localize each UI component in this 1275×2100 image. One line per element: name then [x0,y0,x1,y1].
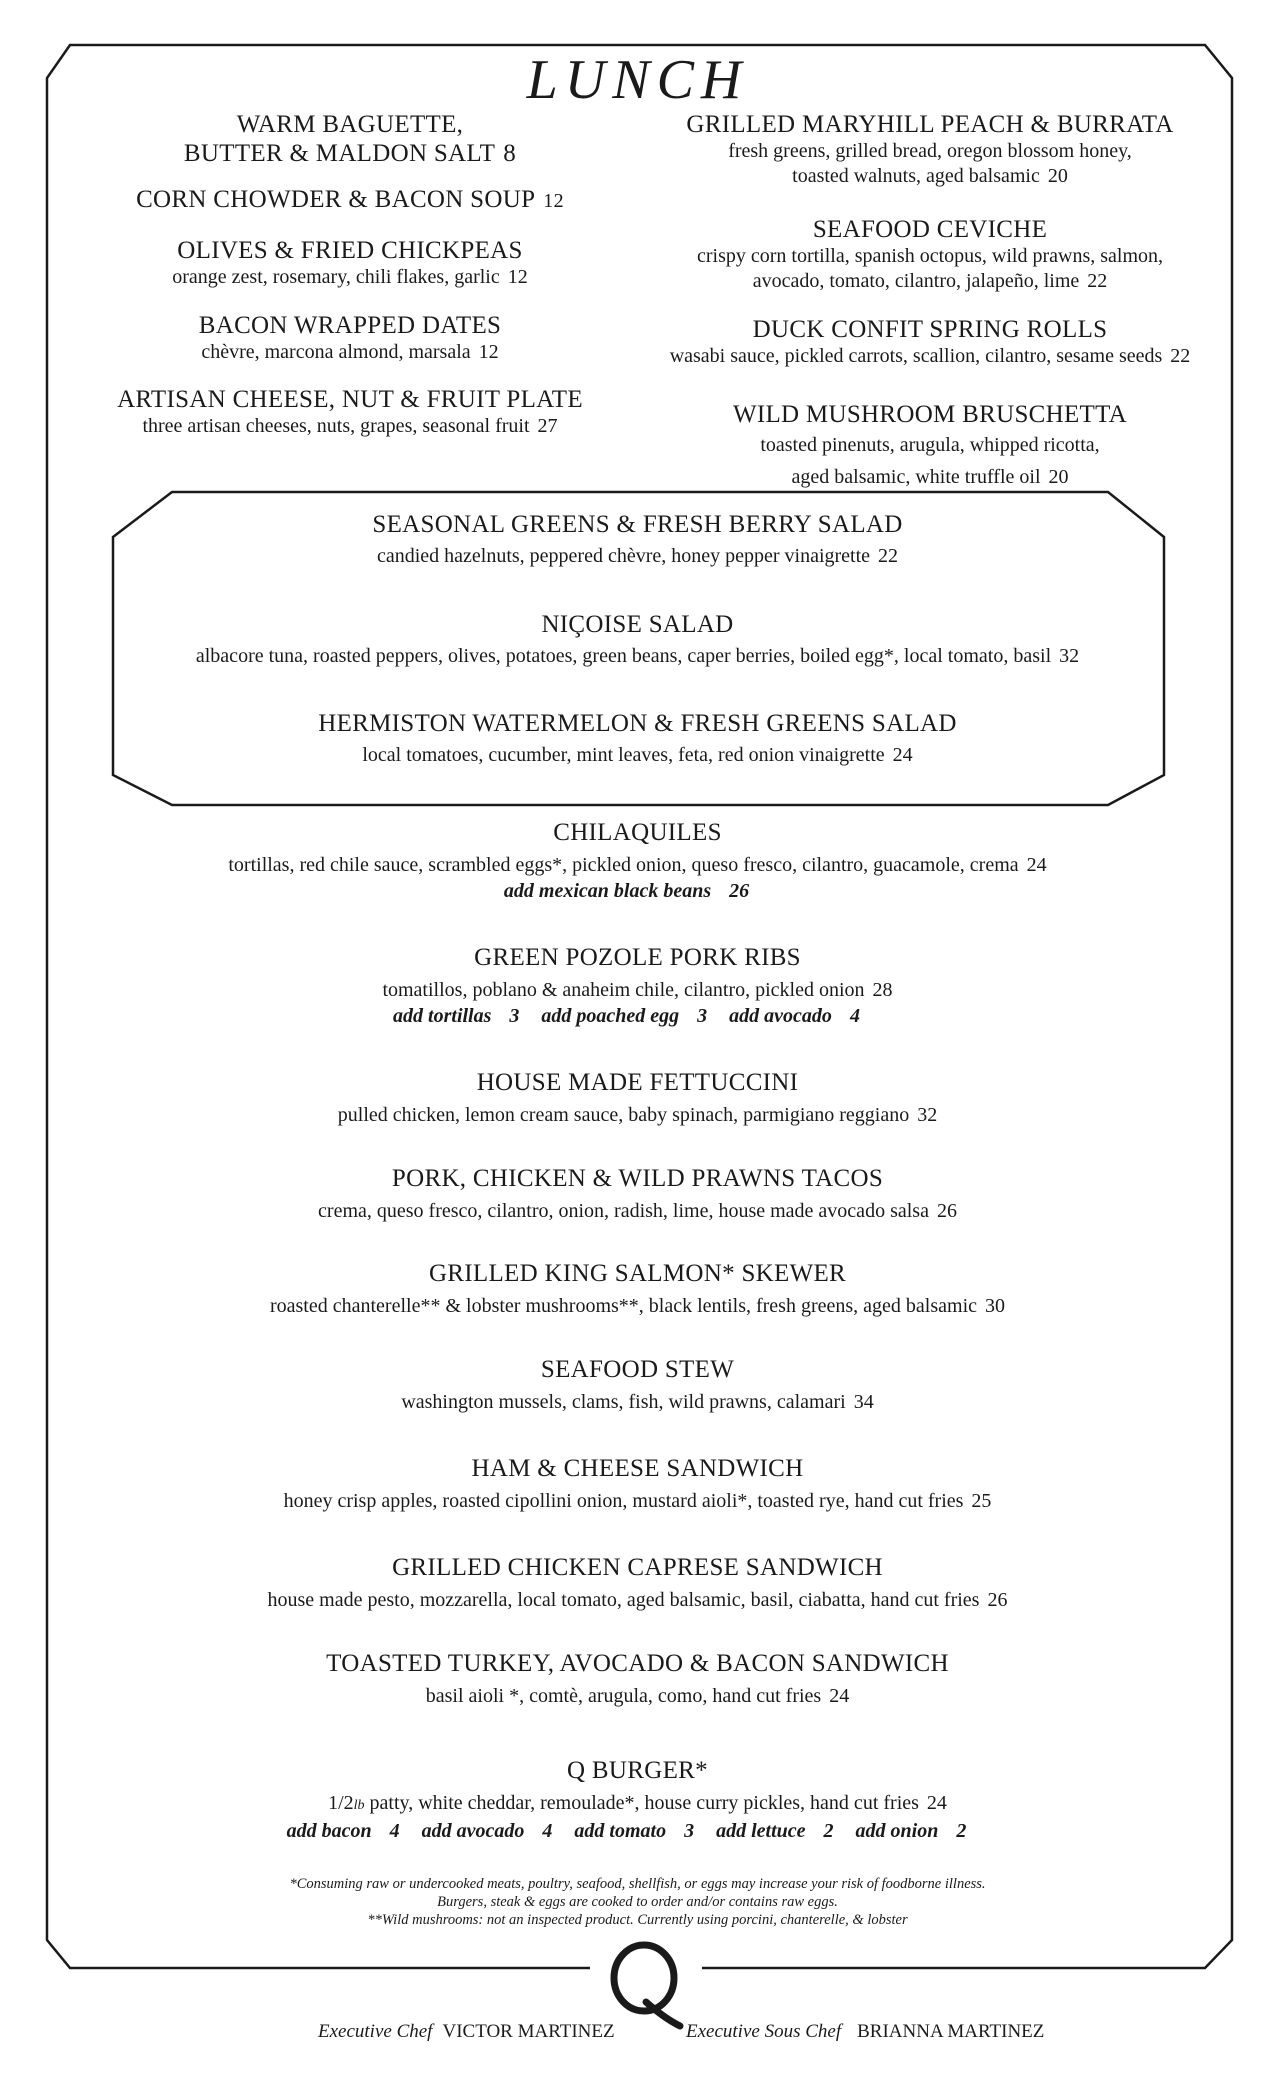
add-on-price: 4 [542,1820,553,1842]
item-description-line [60,1199,1215,1224]
starters-right [630,110,1230,490]
item-description: washington mussels, clams, fish, wild prawns, calamari [401,1391,846,1413]
menu-item [630,400,1230,493]
item-name: WARM BAGUETTE, [236,111,464,138]
item-description-line [60,1390,1215,1415]
footnote: **Wild mushrooms: not an inspected product. Currently using porcini, chanterelle, & lobster [367,1912,908,1928]
chef-name: BRIANNA MARTINEZ [857,2021,1045,2042]
item-price: 32 [917,1104,938,1126]
menu-item [60,943,1215,1029]
menu-item [60,1355,1215,1415]
menu-item [120,610,1155,669]
item-description-line [630,461,1230,493]
item-description: wasabi sauce, pickled carrots, scallion, cilantro, sesame seeds [669,345,1163,367]
menu-item [60,110,640,168]
item-description: local tomatoes, cucumber, mint leaves, feta, red onion vinaigrette [362,744,885,766]
burger-fraction: 1/2 [328,1792,354,1814]
item-price: 12 [478,341,499,363]
item-description: pulled chicken, lemon cream sauce, baby spinach, parmigiano reggiano [337,1104,910,1126]
item-name: Q BURGER* [567,1757,708,1784]
item-price: 24 [829,1685,850,1707]
item-price: 8 [503,140,517,167]
item-name: TOASTED TURKEY, AVOCADO & BACON SANDWICH [326,1650,949,1677]
item-name: HERMISTON WATERMELON & FRESH GREENS SALAD [318,710,957,737]
item-price: 26 [987,1589,1008,1611]
item-name: BACON WRAPPED DATES [198,312,502,339]
item-name: GRILLED CHICKEN CAPRESE SANDWICH [392,1554,883,1581]
item-description-line [60,1489,1215,1514]
burger-unit: lb [353,1798,365,1813]
menu-item [60,185,640,214]
item-description-line [630,164,1230,189]
item-price: 12 [507,266,528,288]
item-description: toasted pinenuts, arugula, whipped ricotta, [760,434,1100,456]
menu-item [60,1259,1215,1319]
item-description-line [60,1294,1215,1319]
item-price: 12 [543,190,564,212]
item-price: 28 [872,979,893,1001]
item-description-line [120,544,1155,569]
item-description-line [630,344,1230,369]
item-description: honey crisp apples, roasted cipollini onion, mustard aioli*, toasted rye, hand cut fries [283,1490,964,1512]
item-name-line2 [60,139,640,168]
starters-left [60,110,640,450]
item-description: patty, white cheddar, remoulade*, house curry pickles, hand cut fries [369,1792,919,1814]
menu-item [60,818,1215,904]
add-ons [60,1003,1215,1029]
item-name: CHILAQUILES [553,819,722,846]
menu-item [60,236,640,290]
chef-title: Executive Chef [318,2021,433,2042]
add-on-price: 2 [956,1820,967,1842]
add-on-price: 3 [697,1005,708,1027]
footnote: Burgers, steak & eggs are cooked to order and/or contains raw eggs. [437,1894,838,1910]
item-description: crispy corn tortilla, spanish octopus, wild prawns, salmon, [696,245,1164,267]
item-name: SEASONAL GREENS & FRESH BERRY SALAD [372,511,903,538]
add-on-price: 4 [849,1005,860,1027]
item-description-line [60,340,640,365]
item-name: WILD MUSHROOM BRUSCHETTA [732,401,1128,428]
chef-title: Executive Sous Chef [686,2021,842,2042]
item-name: CORN CHOWDER & BACON SOUP [136,186,536,213]
add-on-label: add avocado [421,1820,525,1842]
item-description: roasted chanterelle** & lobster mushrooms**, black lentils, fresh greens, aged balsamic [269,1295,977,1317]
item-description: crema, queso fresco, cilantro, onion, radish, lime, house made avocado salsa [318,1200,929,1222]
menu-item [120,510,1155,569]
menu-item [120,709,1155,768]
item-price: 24 [926,1792,947,1814]
item-description: orange zest, rosemary, chili flakes, garlic [172,266,500,288]
item-name: PORK, CHICKEN & WILD PRAWNS TACOS [391,1165,884,1192]
item-description-line [60,978,1215,1003]
add-on-label: add tortillas [393,1005,492,1027]
footnote: *Consuming raw or undercooked meats, poultry, seafood, shellfish, or eggs may increase your risk of foodborne illness. [289,1876,986,1892]
menu-title: LUNCH [526,49,749,111]
menu-item [60,311,640,365]
q-logo-icon [606,1940,686,2030]
mains-section [60,818,1215,1868]
item-description-line [60,265,640,290]
item-price: 24 [892,744,913,766]
item-name: GREEN POZOLE PORK RIBS [474,944,801,971]
add-on-price: 2 [823,1820,834,1842]
add-ons [60,878,1215,904]
add-on-label: add poached egg [541,1005,680,1027]
item-description-line [60,1791,1215,1818]
footnotes [120,1875,1155,1929]
add-on-price: 3 [684,1820,695,1842]
item-description: albacore tuna, roasted peppers, olives, potatoes, green beans, caper berries, boiled egg*, local tomato, basil [195,645,1052,667]
chef-credit [318,2021,615,2043]
menu-item [60,1553,1215,1613]
item-name: GRILLED MARYHILL PEACH & BURRATA [686,111,1174,138]
item-price: 27 [537,415,558,437]
item-description: three artisan cheeses, nuts, grapes, seasonal fruit [142,415,530,437]
menu-item [60,1649,1215,1709]
menu-item [60,1068,1215,1128]
item-price: 26 [936,1200,957,1222]
item-description-line [60,1684,1215,1709]
menu-item [630,215,1230,294]
item-description: chèvre, marcona almond, marsala [201,341,471,363]
item-description: basil aioli *, comtè, arugula, como, hand cut fries [425,1685,822,1707]
item-name: OLIVES & FRIED CHICKPEAS [177,237,523,264]
item-price: 22 [1170,345,1191,367]
item-price: 20 [1047,165,1068,187]
chef-name: VICTOR MARTINEZ [442,2021,615,2042]
item-name: DUCK CONFIT SPRING ROLLS [752,316,1108,343]
item-price: 34 [853,1391,874,1413]
item-name: BUTTER & MALDON SALT [183,140,496,167]
item-description-line [60,1588,1215,1613]
item-description-line [60,853,1215,878]
item-heading [60,185,640,214]
item-description: toasted walnuts, aged balsamic [792,165,1040,187]
add-on-price: 3 [509,1005,520,1027]
salad-section [120,510,1155,790]
item-description: house made pesto, mozzarella, local tomato, aged balsamic, basil, ciabatta, hand cut fries [267,1589,980,1611]
item-price: 22 [878,545,899,567]
item-name: HOUSE MADE FETTUCCINI [476,1069,799,1096]
menu-item [60,1454,1215,1514]
menu-item [630,110,1230,189]
item-description: tomatillos, poblano & anaheim chile, cilantro, pickled onion [382,979,865,1001]
item-description: aged balsamic, white truffle oil [791,466,1041,488]
item-name: GRILLED KING SALMON* SKEWER [428,1260,847,1287]
item-description: fresh greens, grilled bread, oregon blossom honey, [728,140,1132,162]
add-on-label: add lettuce [716,1820,806,1842]
item-price: 32 [1059,645,1080,667]
item-name: SEAFOOD STEW [540,1356,735,1383]
item-price: 20 [1048,466,1069,488]
item-name: NIÇOISE SALAD [541,611,734,638]
item-description: tortillas, red chile sauce, scrambled eggs*, pickled onion, queso fresco, cilantro, guacamole, crema [228,854,1019,876]
add-on-label: add mexican black beans [503,880,712,902]
add-on-price: 4 [389,1820,400,1842]
add-on-label: add onion [855,1820,939,1842]
menu-item [60,1164,1215,1224]
menu-item [630,315,1230,369]
burger-item [60,1756,1215,1844]
menu-item [60,385,640,439]
add-ons [60,1818,1215,1844]
add-on-label: add bacon [286,1820,372,1842]
item-description: avocado, tomato, cilantro, jalapeño, lime [752,270,1080,292]
item-price: 24 [1026,854,1047,876]
item-price: 30 [985,1295,1005,1317]
item-description-line [120,644,1155,669]
item-description-line [60,414,640,439]
item-description-line [630,269,1230,294]
item-price: 22 [1087,270,1108,292]
item-description-line [60,1103,1215,1128]
item-price: 25 [971,1490,992,1512]
add-on-label: add tomato [574,1820,667,1842]
add-on-price: 26 [729,880,750,902]
add-on-label: add avocado [729,1005,832,1027]
logo-letter: Q [643,1990,645,1991]
item-name: SEAFOOD CEVICHE [812,216,1048,243]
item-description-line [120,743,1155,768]
sous-chef-credit [686,2021,1044,2043]
item-name: ARTISAN CHEESE, NUT & FRUIT PLATE [117,386,583,413]
item-description: candied hazelnuts, peppered chèvre, honey pepper vinaigrette [376,545,871,567]
item-name: HAM & CHEESE SANDWICH [471,1455,804,1482]
